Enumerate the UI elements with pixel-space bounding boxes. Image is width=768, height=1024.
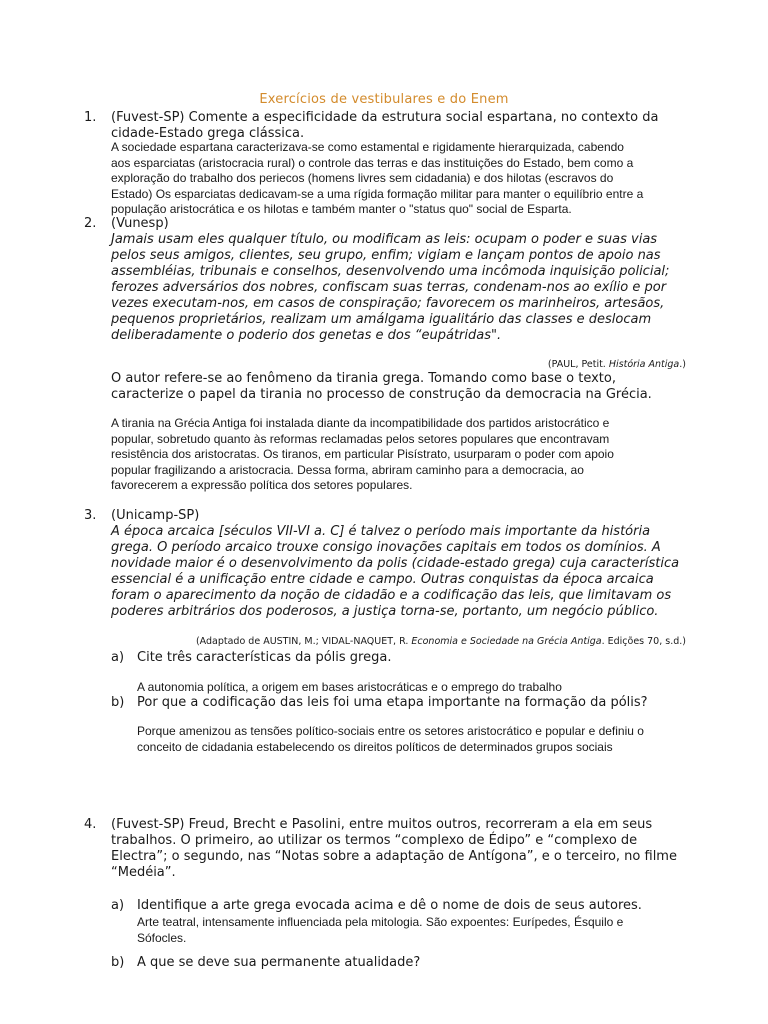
question-3b-label: b) xyxy=(111,695,125,710)
page-title: Exercícios de vestibulares e do Enem xyxy=(259,92,509,107)
question-3-quote: A época arcaica [séculos VII-VI a. C] é talvez o período mais importante da história grega. O período arcaico trouxe consigo inovações capitais em todos os domínios. A novidade maior é o desenvolvimento da polis (cidade-estado grega) cuja característica essencial é a unificação entre cidade e campo. Outras conquistas da época arcaica foram o aparecimento da noção de cidadão e a codificação das leis, que limitavam os poderes arbitrários dos poderosos, a justiça torna-se, portanto, um negócio público. xyxy=(111,524,680,619)
citation-work: Economia e Sociedade na Grécia Antiga xyxy=(411,636,602,647)
question-2-number: 2. xyxy=(84,216,97,231)
question-3-citation xyxy=(196,636,686,648)
question-2-quote: Jamais usam eles qualquer título, ou modificam as leis: ocupam o poder e suas vias pelos seus amigos, clientes, seu grupo, enfim; vigiam e lançam pontos de apoio nas assembléias, tribunais e conselhos, desenvolvendo uma incômoda inquisição policial; ferozes adversários dos nobres, confiscam suas terras, condenam-nos ao exílio e por vezes executam-nos, em casos de conspiração; favorecem os marinheiros, artesãos, pequenos proprietários, realizam um amálgama igualitário das classes e deslocam deliberadamente o poderio dos genetas e dos “eupátridas". xyxy=(111,232,670,343)
question-3a-answer: A autonomia política, a origem em bases aristocráticas e o emprego do trabalho xyxy=(137,680,562,694)
question-3-number: 3. xyxy=(84,508,97,523)
citation-suffix: .) xyxy=(679,359,686,370)
question-4a-label: a) xyxy=(111,898,125,913)
question-2-source: (Vunesp) xyxy=(111,216,169,231)
citation-work: História Antiga xyxy=(608,359,680,370)
question-4b-text: A que se deve sua permanente atualidade? xyxy=(137,955,421,970)
question-3a-label: a) xyxy=(111,650,125,665)
citation-prefix: (PAUL, Petit. xyxy=(547,359,609,370)
question-3a-text: Cite três características da pólis grega. xyxy=(137,650,392,665)
question-4b-label: b) xyxy=(111,955,125,970)
question-2-answer: A tirania na Grécia Antiga foi instalada diante da incompatibilidade dos partidos aristocrático e popular, sobretudo quanto às reformas reclamadas pelos setores populares que encontravam resistência dos aristocratas. Os tiranos, em particular Pisístrato, usurparam o poder com apoio popular fragilizando a aristocracia. Dessa forma, abriram caminho para a democracia, ao favorecerem a expressão política dos setores populares. xyxy=(111,416,614,492)
question-4-text: (Fuvest-SP) Freud, Brecht e Pasolini, entre muitos outros, recorreram a ela em seus trabalhos. O primeiro, ao utilizar os termos “complexo de Édipo” e “complexo de Electra”; o segundo, nas “Notas sobre a adaptação de Antígona”, e o terceiro, no filme “Medéia”. xyxy=(111,817,677,880)
question-4-number: 4. xyxy=(84,817,97,832)
citation-prefix: (Adaptado de AUSTIN, M.; VIDAL-NAQUET, R. xyxy=(195,636,412,647)
question-3-source: (Unicamp-SP) xyxy=(111,508,200,523)
question-3b-answer: Porque amenizou as tensões político-sociais entre os setores aristocrático e popular e definiu o conceito de cidadania estabelecendo os direitos políticos de determinados grupos sociais xyxy=(137,724,644,754)
question-2-prompt: O autor refere-se ao fenômeno da tirania grega. Tomando como base o texto, caracterize o papel da tirania no processo de construção da democracia na Grécia. xyxy=(111,371,652,402)
question-4a-text: Identifique a arte grega evocada acima e dê o nome de dois de seus autores. xyxy=(137,898,642,913)
citation-suffix: . Edições 70, s.d.) xyxy=(601,636,686,647)
question-3b-text: Por que a codificação das leis foi uma etapa importante na formação da pólis? xyxy=(137,695,648,710)
question-1-answer: A sociedade espartana caracterizava-se como estamental e rigidamente hierarquizada, cabendo aos esparciatas (aristocracia rural) o controle das terras e das instituições do Estado, bem como a exploração do trabalho dos periecos (homens livres sem cidadania) e dos hilotas (escravos do Estado) Os esparciatas dedicavam-se a uma rígida formação militar para manter o equilíbrio entre a população aristocrática e os hilotas e também manter o "status quo" social de Esparta. xyxy=(111,140,644,216)
question-2-citation xyxy=(548,359,686,371)
question-1-text: (Fuvest-SP) Comente a especificidade da estrutura social espartana, no contexto da cidade-Estado grega clássica. xyxy=(111,110,659,141)
question-4a-answer: Arte teatral, intensamente influenciada pela mitologia. São expoentes: Eurípedes, Ésquilo e Sófocles. xyxy=(137,915,624,945)
question-1-number: 1. xyxy=(84,110,97,125)
